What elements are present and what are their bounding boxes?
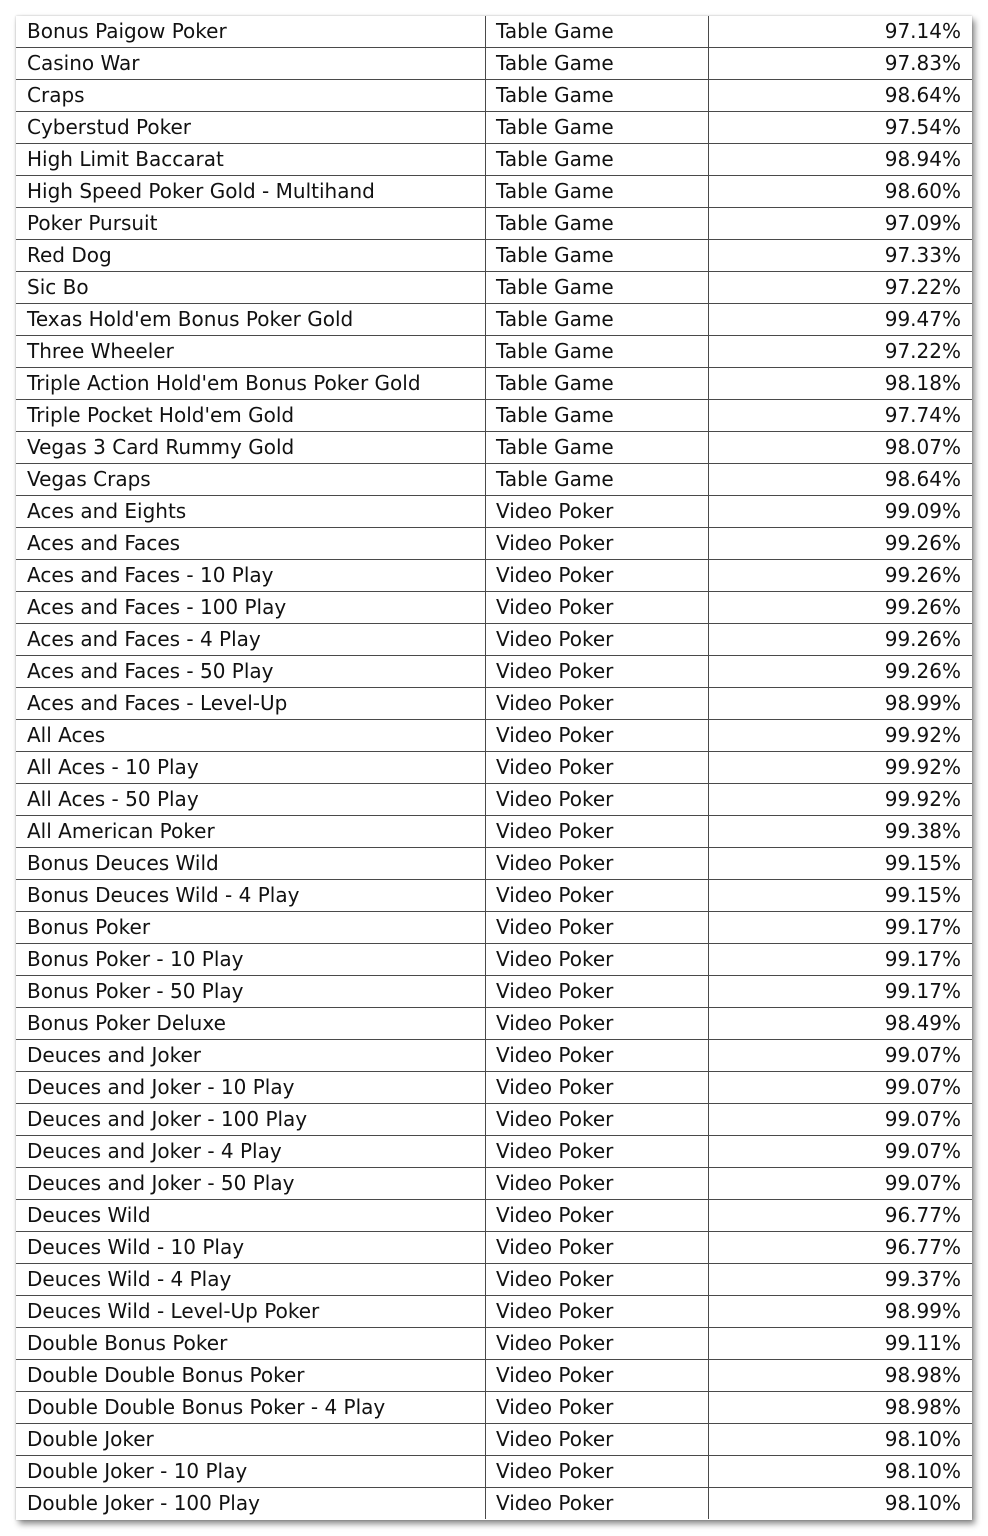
rtp-percentage-cell: 99.11%: [709, 1328, 973, 1360]
game-type-cell: Table Game: [486, 400, 709, 432]
rtp-percentage-cell: 99.07%: [709, 1104, 973, 1136]
game-type-cell: Table Game: [486, 304, 709, 336]
rtp-percentage-cell: 98.10%: [709, 1424, 973, 1456]
game-type-cell: Video Poker: [486, 528, 709, 560]
game-type-cell: Table Game: [486, 432, 709, 464]
rtp-percentage-cell: 99.07%: [709, 1136, 973, 1168]
game-name-cell: Double Bonus Poker: [16, 1328, 486, 1360]
game-type-cell: Video Poker: [486, 784, 709, 816]
rtp-percentage-cell: 99.47%: [709, 304, 973, 336]
table-row: [16, 624, 972, 656]
game-name-cell: All American Poker: [16, 816, 486, 848]
rtp-percentage-cell: 99.92%: [709, 784, 973, 816]
rtp-percentage-cell: 98.64%: [709, 80, 973, 112]
rtp-percentage-cell: 99.26%: [709, 592, 973, 624]
game-type-cell: Table Game: [486, 144, 709, 176]
game-name-cell: Double Double Bonus Poker - 4 Play: [16, 1392, 486, 1424]
table-row: [16, 1040, 972, 1072]
rtp-percentage-cell: 99.37%: [709, 1264, 973, 1296]
game-name-cell: All Aces - 10 Play: [16, 752, 486, 784]
table-row: [16, 688, 972, 720]
rtp-percentage-cell: 98.64%: [709, 464, 973, 496]
game-name-cell: All Aces: [16, 720, 486, 752]
game-type-cell: Table Game: [486, 336, 709, 368]
rtp-percentage-cell: 99.38%: [709, 816, 973, 848]
game-type-cell: Video Poker: [486, 944, 709, 976]
rtp-percentage-cell: 98.07%: [709, 432, 973, 464]
game-name-cell: Sic Bo: [16, 272, 486, 304]
rtp-percentage-cell: 99.15%: [709, 848, 973, 880]
rtp-percentage-cell: 97.33%: [709, 240, 973, 272]
table-row: [16, 944, 972, 976]
rtp-percentage-cell: 98.98%: [709, 1360, 973, 1392]
game-name-cell: Cyberstud Poker: [16, 112, 486, 144]
table-row: [16, 848, 972, 880]
table-row: [16, 528, 972, 560]
table-row: [16, 336, 972, 368]
game-name-cell: Deuces and Joker: [16, 1040, 486, 1072]
game-type-cell: Table Game: [486, 176, 709, 208]
table-row: [16, 400, 972, 432]
game-type-cell: Video Poker: [486, 1360, 709, 1392]
game-type-cell: Video Poker: [486, 816, 709, 848]
game-type-cell: Video Poker: [486, 1168, 709, 1200]
game-rtp-table: [16, 16, 972, 1519]
rtp-percentage-cell: 99.09%: [709, 496, 973, 528]
game-name-cell: Deuces Wild - Level-Up Poker: [16, 1296, 486, 1328]
game-type-cell: Table Game: [486, 48, 709, 80]
table-row: [16, 272, 972, 304]
table-row: [16, 592, 972, 624]
rtp-percentage-cell: 97.14%: [709, 16, 973, 48]
game-type-cell: Video Poker: [486, 1392, 709, 1424]
game-type-cell: Video Poker: [486, 720, 709, 752]
table-row: [16, 1104, 972, 1136]
rtp-percentage-cell: 99.17%: [709, 976, 973, 1008]
game-type-cell: Video Poker: [486, 1104, 709, 1136]
table-row: [16, 1296, 972, 1328]
table-row: [16, 1424, 972, 1456]
rtp-percentage-cell: 99.26%: [709, 656, 973, 688]
game-name-cell: Deuces Wild - 4 Play: [16, 1264, 486, 1296]
rtp-percentage-cell: 99.26%: [709, 528, 973, 560]
table-row: [16, 80, 972, 112]
table-row: [16, 304, 972, 336]
game-type-cell: Video Poker: [486, 1328, 709, 1360]
table-row: [16, 368, 972, 400]
game-type-cell: Table Game: [486, 16, 709, 48]
table-row: [16, 176, 972, 208]
game-type-cell: Video Poker: [486, 1296, 709, 1328]
rtp-percentage-cell: 98.94%: [709, 144, 973, 176]
game-name-cell: Double Joker - 100 Play: [16, 1488, 486, 1520]
game-name-cell: Casino War: [16, 48, 486, 80]
rtp-percentage-cell: 97.22%: [709, 336, 973, 368]
game-type-cell: Video Poker: [486, 656, 709, 688]
rtp-percentage-cell: 99.07%: [709, 1072, 973, 1104]
game-name-cell: Vegas Craps: [16, 464, 486, 496]
document-sheet: [16, 16, 972, 1520]
game-type-cell: Video Poker: [486, 624, 709, 656]
game-name-cell: Bonus Deuces Wild - 4 Play: [16, 880, 486, 912]
rtp-percentage-cell: 98.99%: [709, 1296, 973, 1328]
game-type-cell: Table Game: [486, 464, 709, 496]
table-row: [16, 144, 972, 176]
table-row: [16, 112, 972, 144]
game-type-cell: Table Game: [486, 80, 709, 112]
game-name-cell: Double Joker: [16, 1424, 486, 1456]
rtp-percentage-cell: 99.15%: [709, 880, 973, 912]
game-name-cell: Double Double Bonus Poker: [16, 1360, 486, 1392]
table-row: [16, 1360, 972, 1392]
game-type-cell: Video Poker: [486, 496, 709, 528]
game-name-cell: Deuces and Joker - 4 Play: [16, 1136, 486, 1168]
game-type-cell: Video Poker: [486, 1072, 709, 1104]
game-type-cell: Video Poker: [486, 1488, 709, 1520]
game-type-cell: Table Game: [486, 208, 709, 240]
rtp-percentage-cell: 97.54%: [709, 112, 973, 144]
table-row: [16, 976, 972, 1008]
table-row: [16, 1488, 972, 1520]
game-type-cell: Video Poker: [486, 592, 709, 624]
game-type-cell: Table Game: [486, 112, 709, 144]
table-row: [16, 1392, 972, 1424]
table-body: [16, 16, 972, 1519]
table-row: [16, 1136, 972, 1168]
table-row: [16, 1264, 972, 1296]
game-name-cell: Aces and Faces - Level-Up: [16, 688, 486, 720]
rtp-percentage-cell: 99.92%: [709, 752, 973, 784]
game-name-cell: Bonus Poker - 50 Play: [16, 976, 486, 1008]
game-name-cell: Deuces Wild: [16, 1200, 486, 1232]
table-row: [16, 1008, 972, 1040]
rtp-percentage-cell: 96.77%: [709, 1200, 973, 1232]
game-name-cell: Three Wheeler: [16, 336, 486, 368]
game-name-cell: High Speed Poker Gold - Multihand: [16, 176, 486, 208]
rtp-percentage-cell: 98.49%: [709, 1008, 973, 1040]
game-name-cell: Aces and Faces - 50 Play: [16, 656, 486, 688]
game-type-cell: Video Poker: [486, 688, 709, 720]
rtp-percentage-cell: 99.17%: [709, 912, 973, 944]
game-type-cell: Video Poker: [486, 912, 709, 944]
game-name-cell: Bonus Paigow Poker: [16, 16, 486, 48]
game-name-cell: Bonus Deuces Wild: [16, 848, 486, 880]
game-name-cell: Red Dog: [16, 240, 486, 272]
table-row: [16, 560, 972, 592]
table-row: [16, 208, 972, 240]
table-row: [16, 496, 972, 528]
game-type-cell: Video Poker: [486, 1200, 709, 1232]
table-row: [16, 816, 972, 848]
table-row: [16, 784, 972, 816]
table-row: [16, 1456, 972, 1488]
game-name-cell: Bonus Poker Deluxe: [16, 1008, 486, 1040]
game-type-cell: Video Poker: [486, 1456, 709, 1488]
game-type-cell: Video Poker: [486, 752, 709, 784]
table-row: [16, 16, 972, 48]
table-row: [16, 1232, 972, 1264]
rtp-percentage-cell: 98.18%: [709, 368, 973, 400]
game-name-cell: Triple Pocket Hold'em Gold: [16, 400, 486, 432]
table-row: [16, 1328, 972, 1360]
game-name-cell: Texas Hold'em Bonus Poker Gold: [16, 304, 486, 336]
game-type-cell: Video Poker: [486, 1008, 709, 1040]
game-type-cell: Table Game: [486, 368, 709, 400]
game-type-cell: Video Poker: [486, 880, 709, 912]
game-type-cell: Video Poker: [486, 1424, 709, 1456]
table-row: [16, 1168, 972, 1200]
game-name-cell: Aces and Faces: [16, 528, 486, 560]
rtp-percentage-cell: 97.22%: [709, 272, 973, 304]
rtp-percentage-cell: 99.26%: [709, 560, 973, 592]
rtp-percentage-cell: 97.74%: [709, 400, 973, 432]
game-name-cell: Bonus Poker - 10 Play: [16, 944, 486, 976]
game-name-cell: High Limit Baccarat: [16, 144, 486, 176]
game-name-cell: Bonus Poker: [16, 912, 486, 944]
game-name-cell: Vegas 3 Card Rummy Gold: [16, 432, 486, 464]
game-name-cell: Triple Action Hold'em Bonus Poker Gold: [16, 368, 486, 400]
game-type-cell: Table Game: [486, 240, 709, 272]
game-name-cell: Double Joker - 10 Play: [16, 1456, 486, 1488]
game-type-cell: Video Poker: [486, 848, 709, 880]
game-name-cell: Poker Pursuit: [16, 208, 486, 240]
rtp-percentage-cell: 97.09%: [709, 208, 973, 240]
game-type-cell: Table Game: [486, 272, 709, 304]
table-row: [16, 432, 972, 464]
table-row: [16, 1200, 972, 1232]
table-row: [16, 880, 972, 912]
game-type-cell: Video Poker: [486, 1232, 709, 1264]
rtp-percentage-cell: 98.98%: [709, 1392, 973, 1424]
rtp-percentage-cell: 99.07%: [709, 1040, 973, 1072]
game-name-cell: All Aces - 50 Play: [16, 784, 486, 816]
game-name-cell: Aces and Faces - 100 Play: [16, 592, 486, 624]
table-row: [16, 1072, 972, 1104]
game-name-cell: Deuces and Joker - 100 Play: [16, 1104, 486, 1136]
game-name-cell: Aces and Faces - 10 Play: [16, 560, 486, 592]
rtp-percentage-cell: 96.77%: [709, 1232, 973, 1264]
rtp-percentage-cell: 97.83%: [709, 48, 973, 80]
rtp-percentage-cell: 98.10%: [709, 1456, 973, 1488]
rtp-percentage-cell: 98.10%: [884, 1491, 961, 1515]
game-type-cell: Video Poker: [486, 560, 709, 592]
rtp-percentage-cell: 99.92%: [709, 720, 973, 752]
table-row: [16, 912, 972, 944]
game-name-cell: Deuces Wild - 10 Play: [16, 1232, 486, 1264]
table-row: [16, 656, 972, 688]
rtp-percentage-cell: 99.26%: [709, 624, 973, 656]
rtp-percentage-cell: 98.60%: [709, 176, 973, 208]
table-row: [16, 720, 972, 752]
game-name-cell: Aces and Eights: [16, 496, 486, 528]
game-type-cell: Video Poker: [486, 1136, 709, 1168]
rtp-percentage-cell: 99.17%: [709, 944, 973, 976]
game-type-cell: Video Poker: [486, 976, 709, 1008]
table-row: [16, 240, 972, 272]
game-name-cell: Aces and Faces - 4 Play: [16, 624, 486, 656]
game-name-cell: Deuces and Joker - 50 Play: [16, 1168, 486, 1200]
rtp-percentage-cell: 99.07%: [709, 1168, 973, 1200]
table-row: [16, 752, 972, 784]
table-row: [16, 48, 972, 80]
rtp-percentage-cell: 98.99%: [709, 688, 973, 720]
game-type-cell: Video Poker: [486, 1040, 709, 1072]
table-row: [16, 464, 972, 496]
game-name-cell: Craps: [16, 80, 486, 112]
game-type-cell: Video Poker: [486, 1264, 709, 1296]
game-name-cell: Deuces and Joker - 10 Play: [16, 1072, 486, 1104]
